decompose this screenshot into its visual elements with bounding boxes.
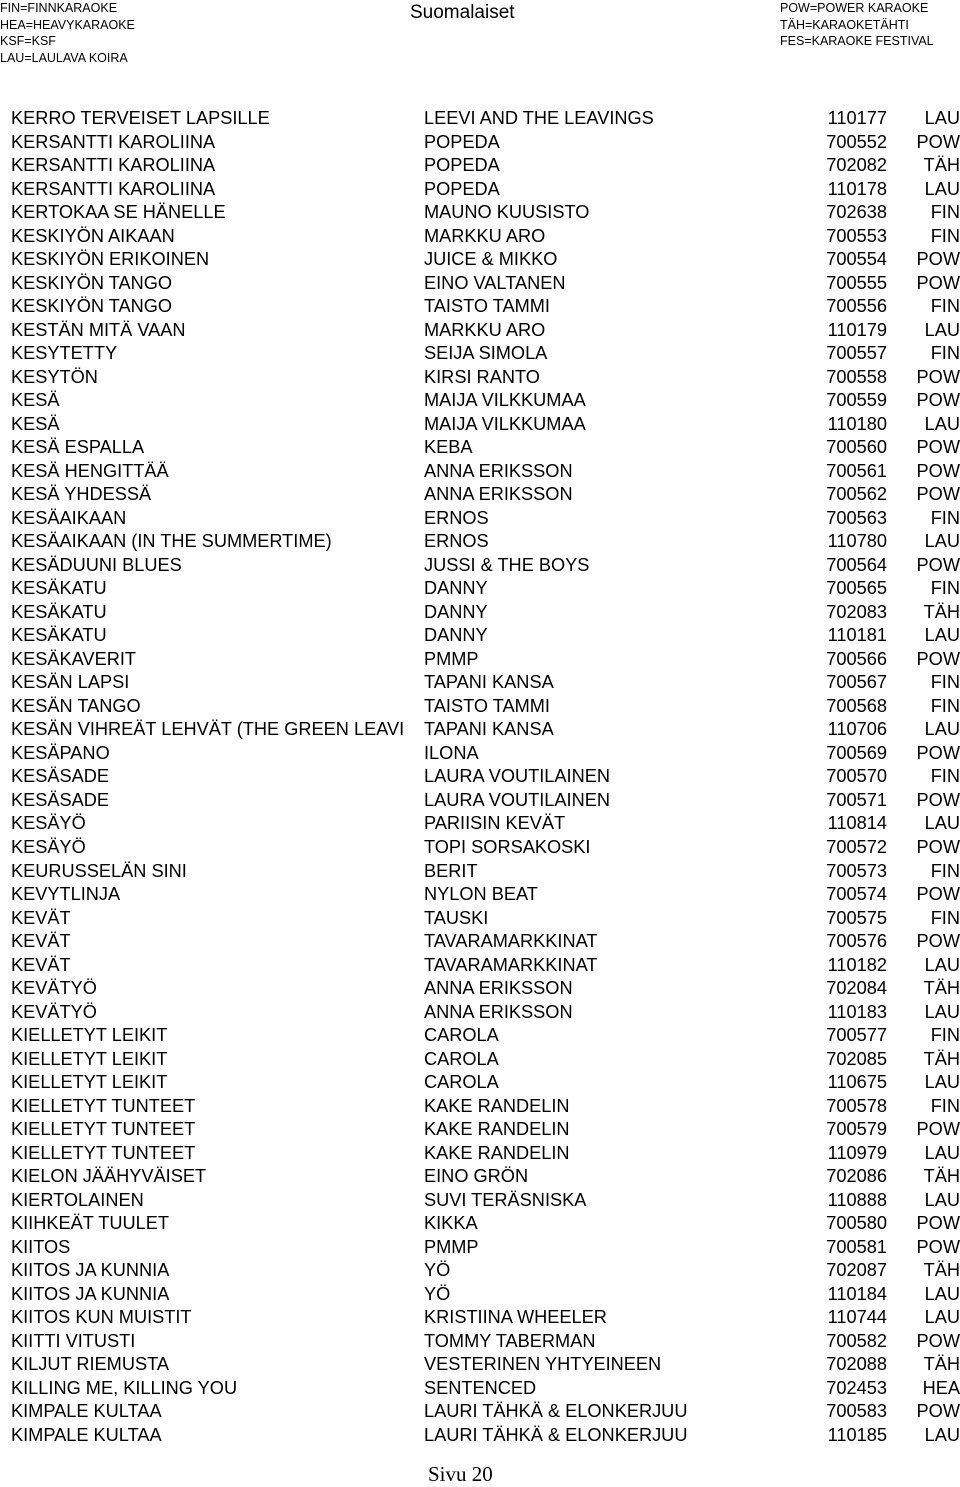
song-code: 700567 [826,672,887,693]
song-code: 700562 [826,484,887,505]
song-title: KESKIYÖN TANGO [11,272,173,293]
song-type: FIN [930,343,960,364]
table-row [0,601,960,625]
song-artist: JUSSI & THE BOYS [424,554,590,575]
table-row [0,1024,960,1048]
table-row [0,1212,960,1236]
song-type: FIN [930,225,960,246]
song-artist: TAPANI KANSA [424,672,554,693]
song-artist: EINO GRÖN [424,1166,529,1187]
song-type: LAU [924,1142,960,1163]
song-artist: TOPI SORSAKOSKI [424,836,591,857]
song-code: 700576 [826,931,887,952]
song-type: POW [916,789,960,810]
song-artist: CAROLA [424,1072,499,1093]
song-title: KESÄKATU [11,578,107,599]
song-title: KESÄN TANGO [11,695,141,716]
song-artist: MARKKU ARO [424,225,546,246]
page-number: Sivu 20 [428,1462,493,1486]
song-code: 700579 [826,1119,887,1140]
song-artist: SEIJA SIMOLA [424,343,548,364]
song-type: LAU [924,531,960,552]
song-title: KESÄAIKAAN [11,507,127,528]
song-type: FIN [930,907,960,928]
song-code: 700557 [826,343,887,364]
song-code: 702085 [826,1048,887,1069]
table-row [0,154,960,178]
table-row [0,1048,960,1072]
song-type: LAU [924,319,960,340]
song-type: LAU [924,625,960,646]
song-title: KEVÄT [11,954,71,975]
song-artist: LAURI TÄHKÄ & ELONKERJUU [424,1424,688,1445]
song-type: LAU [924,813,960,834]
legend-right [780,0,934,50]
song-artist: ANNA ERIKSSON [424,1001,573,1022]
song-artist: TAISTO TAMMI [424,296,550,317]
song-title: KERSANTTI KAROLIINA [11,178,216,199]
table-row [0,319,960,343]
song-title: KEVÄTYÖ [11,1001,97,1022]
song-title: KESKIYÖN AIKAAN [11,225,175,246]
song-artist: MAIJA VILKKUMAA [424,413,586,434]
song-type: FIN [930,296,960,317]
table-row [0,1400,960,1424]
song-code: 700564 [826,554,887,575]
song-title: KERTOKAA SE HÄNELLE [11,202,226,223]
song-type: LAU [924,1283,960,1304]
table-row [0,1142,960,1166]
song-title: KESÄYÖ [11,836,86,857]
song-code: 110979 [827,1142,887,1163]
song-title: KIELLETYT TUNTEET [11,1119,196,1140]
table-row [0,201,960,225]
table-row [0,648,960,672]
song-artist: SUVI TERÄSNISKA [424,1189,587,1210]
song-artist: ANNA ERIKSSON [424,460,573,481]
song-artist: JUICE & MIKKO [424,249,558,270]
song-title: KESTÄN MITÄ VAAN [11,319,186,340]
song-artist: ANNA ERIKSSON [424,484,573,505]
song-code: 110180 [827,413,887,434]
song-title: KIITOS [11,1236,71,1257]
song-title: KEVÄT [11,931,71,952]
table-row [0,1377,960,1401]
table-row [0,1189,960,1213]
song-title: KIITTI VITUSTI [11,1330,136,1351]
song-code: 110181 [827,625,887,646]
legend-item: POW=POWER KARAOKE [780,1,929,15]
song-title: KESÄKAVERIT [11,648,136,669]
table-row [0,624,960,648]
song-code: 110177 [827,108,887,128]
song-title: KEURUSSELÄN SINI [11,860,187,881]
song-table [0,107,960,1447]
table-row [0,742,960,766]
song-code: 702087 [826,1260,887,1281]
song-type: POW [916,1236,960,1257]
song-artist: NYLON BEAT [424,884,538,905]
song-type: FIN [930,672,960,693]
table-row [0,1353,960,1377]
song-title: KESÄKATU [11,601,107,622]
song-code: 700572 [826,836,887,857]
song-title: KESYTÖN [11,366,98,387]
song-title: KILLING ME, KILLING YOU [11,1377,238,1398]
song-artist: TAPANI KANSA [424,719,554,740]
song-code: 700556 [826,296,887,317]
table-row [0,812,960,836]
table-row [0,248,960,272]
table-row [0,530,960,554]
song-code: 700574 [826,884,887,905]
table-row [0,930,960,954]
song-type: POW [916,460,960,481]
song-type: POW [916,884,960,905]
song-code: 700580 [826,1213,887,1234]
song-type: POW [916,366,960,387]
song-title: KIITOS KUN MUISTIT [11,1307,192,1328]
legend-item: HEA=HEAVYKARAOKE [0,17,135,32]
table-row [0,1330,960,1354]
table-row [0,954,960,978]
song-title: KESÄDUUNI BLUES [11,554,182,575]
song-type: LAU [924,1307,960,1328]
song-type: FIN [930,578,960,599]
song-title: KESKIYÖN TANGO [11,296,173,317]
table-row [0,225,960,249]
song-type: POW [916,131,960,152]
song-code: 702082 [826,155,887,176]
song-title: KIELLETYT LEIKIT [11,1072,168,1093]
song-artist: YÖ [424,1260,451,1281]
song-type: FIN [930,507,960,528]
song-code: 700558 [826,366,887,387]
song-artist: TOMMY TABERMAN [424,1330,596,1351]
song-title: KESÄ HENGITTÄÄ [11,460,169,481]
song-code: 702638 [826,202,887,223]
song-title: KIMPALE KULTAA [11,1401,162,1422]
song-title: KESÄ [11,413,60,434]
song-code: 700553 [826,225,887,246]
song-code: 700575 [826,907,887,928]
song-code: 110675 [827,1072,887,1093]
song-artist: KIRSI RANTO [424,366,540,387]
song-code: 110184 [827,1283,887,1304]
song-artist: KAKE RANDELIN [424,1119,570,1140]
song-artist: ERNOS [424,531,489,552]
song-title: KIELLETYT TUNTEET [11,1142,196,1163]
song-title: KIMPALE KULTAA [11,1424,162,1445]
song-code: 700573 [826,860,887,881]
table-row [0,695,960,719]
song-title: KEVÄT [11,907,71,928]
song-artist: TAVARAMARKKINAT [424,931,598,952]
legend-left [0,0,135,66]
song-type: LAU [924,1189,960,1210]
song-title: KESÄKATU [11,625,107,646]
table-row [0,131,960,155]
table-row [0,836,960,860]
song-type: POW [916,742,960,763]
song-type: LAU [924,954,960,975]
song-type: LAU [924,1424,960,1445]
song-code: 702088 [826,1354,887,1375]
table-row [0,860,960,884]
song-code: 700560 [826,437,887,458]
song-type: FIN [930,202,960,223]
table-row [0,554,960,578]
song-type: FIN [930,766,960,787]
song-title: KESÄYÖ [11,813,86,834]
song-artist: ERNOS [424,507,489,528]
song-code: 110780 [827,531,887,552]
song-title: KESÄ ESPALLA [11,437,145,458]
song-type: LAU [924,1001,960,1022]
song-type: TÄH [923,1260,960,1281]
song-artist: TAISTO TAMMI [424,695,550,716]
song-type: POW [916,249,960,270]
song-artist: CAROLA [424,1048,499,1069]
song-title: KIITOS JA KUNNIA [11,1260,170,1281]
table-row [0,577,960,601]
table-row [0,765,960,789]
song-type: POW [916,554,960,575]
song-type: TÄH [923,1048,960,1069]
table-row [0,1424,960,1448]
song-type: POW [916,1401,960,1422]
song-type: POW [916,836,960,857]
song-type: TÄH [923,978,960,999]
song-code: 110814 [827,813,887,834]
song-artist: LAURI TÄHKÄ & ELONKERJUU [424,1401,688,1422]
song-title: KEVÄTYÖ [11,978,97,999]
song-code: 700565 [826,578,887,599]
song-code: 700566 [826,648,887,669]
page-title: Suomalaiset [410,2,515,23]
song-code: 700554 [826,249,887,270]
song-code: 702083 [826,601,887,622]
song-artist: SENTENCED [424,1377,537,1398]
table-row [0,342,960,366]
song-title: KESÄSADE [11,789,110,810]
song-code: 700578 [826,1095,887,1116]
table-row [0,1259,960,1283]
song-title: KIELLETYT LEIKIT [11,1048,168,1069]
table-row [0,883,960,907]
table-row [0,178,960,202]
song-type: LAU [924,413,960,434]
song-artist: KAKE RANDELIN [424,1095,570,1116]
song-artist: ANNA ERIKSSON [424,978,573,999]
song-code: 700582 [826,1330,887,1351]
legend-item: FES=KARAOKE FESTIVAL [780,34,934,48]
song-code: 700568 [826,695,887,716]
legend-item: LAU=LAULAVA KOIRA [0,50,128,65]
table-row [0,718,960,742]
table-row [0,483,960,507]
table-row [0,907,960,931]
table-row [0,272,960,296]
song-code: 700581 [826,1236,887,1257]
song-type: POW [916,484,960,505]
song-title: KESYTETTY [11,343,118,364]
table-row [0,1118,960,1142]
song-type: FIN [930,1095,960,1116]
song-title: KESÄSADE [11,766,110,787]
song-artist: PMMP [424,1236,479,1257]
song-artist: PMMP [424,648,479,669]
song-type: FIN [930,1025,960,1046]
song-title: KESÄAIKAAN (IN THE SUMMERTIME) [11,531,332,552]
song-type: FIN [930,695,960,716]
song-artist: CAROLA [424,1025,499,1046]
song-code: 110183 [827,1001,887,1022]
table-row [0,507,960,531]
song-artist: KEBA [424,437,473,458]
table-row [0,295,960,319]
song-type: TÄH [923,601,960,622]
song-title: KIERTOLAINEN [11,1189,144,1210]
song-artist: KIKKA [424,1213,478,1234]
song-type: POW [916,931,960,952]
table-row [0,413,960,437]
legend-item: FIN=FINNKARAOKE [0,1,118,15]
song-type: TÄH [923,1166,960,1187]
song-artist: MAIJA VILKKUMAA [424,390,586,411]
table-row [0,977,960,1001]
song-artist: BERIT [424,860,478,881]
song-type: POW [916,648,960,669]
song-artist: LAURA VOUTILAINEN [424,766,610,787]
song-title: KESÄN LAPSI [11,672,130,693]
song-code: 110185 [827,1424,887,1445]
song-type: LAU [924,719,960,740]
song-code: 700563 [826,507,887,528]
song-type: TÄH [923,155,960,176]
song-code: 110706 [827,719,887,740]
song-artist: VESTERINEN YHTYEINEEN [424,1354,662,1375]
song-type: POW [916,1213,960,1234]
table-row [0,1001,960,1025]
song-type: FIN [930,860,960,881]
song-artist: DANNY [424,578,488,599]
legend-item: TÄH=KARAOKETÄHTI [780,17,909,32]
song-code: 700570 [826,766,887,787]
song-type: POW [916,437,960,458]
song-title: KESÄN VIHREÄT LEHVÄT (THE GREEN LEAVI [11,719,405,740]
table-row [0,671,960,695]
song-code: 110888 [827,1189,887,1210]
song-type: LAU [924,1072,960,1093]
table-row [0,1071,960,1095]
song-title: KESKIYÖN ERIKOINEN [11,249,210,270]
song-artist: ILONA [424,742,479,763]
song-type: POW [916,1330,960,1351]
song-artist: EINO VALTANEN [424,272,566,293]
song-type: TÄH [923,1354,960,1375]
song-code: 700561 [826,460,887,481]
song-artist: DANNY [424,625,488,646]
song-artist: DANNY [424,601,488,622]
song-artist: TAUSKI [424,907,489,928]
song-title: KERSANTTI KAROLIINA [11,155,216,176]
song-title: KERRO TERVEISET LAPSILLE [11,108,270,128]
song-code: 700569 [826,742,887,763]
song-code: 702453 [826,1377,887,1398]
song-code: 110179 [827,319,887,340]
song-title: KEVYTLINJA [11,884,121,905]
table-row [0,436,960,460]
song-artist: PARIISIN KEVÄT [424,813,566,834]
song-artist: KAKE RANDELIN [424,1142,570,1163]
song-code: 702086 [826,1166,887,1187]
song-title: KESÄ YHDESSÄ [11,484,152,505]
song-artist: MAUNO KUUSISTO [424,202,590,223]
song-code: 700559 [826,390,887,411]
song-code: 700555 [826,272,887,293]
table-row [0,1283,960,1307]
song-title: KIELLETYT LEIKIT [11,1025,168,1046]
song-artist: LAURA VOUTILAINEN [424,789,610,810]
song-title: KIIHKEÄT TUULET [11,1213,170,1234]
song-artist: LEEVI AND THE LEAVINGS [424,108,654,128]
table-row [0,366,960,390]
song-title: KIITOS JA KUNNIA [11,1283,170,1304]
song-title: KESÄ [11,390,60,411]
table-row [0,460,960,484]
song-artist: TAVARAMARKKINAT [424,954,598,975]
legend-item: KSF=KSF [0,34,56,48]
song-artist: POPEDA [424,155,500,176]
song-artist: MARKKU ARO [424,319,546,340]
song-title: KERSANTTI KAROLIINA [11,131,216,152]
song-artist: POPEDA [424,131,500,152]
song-artist: KRISTIINA WHEELER [424,1307,607,1328]
table-row [0,1236,960,1260]
song-type: POW [916,272,960,293]
song-type: POW [916,1119,960,1140]
song-title: KIELON JÄÄHYVÄISET [11,1166,207,1187]
song-code: 700583 [826,1401,887,1422]
song-type: LAU [924,178,960,199]
table-row [0,389,960,413]
song-artist: POPEDA [424,178,500,199]
song-title: KILJUT RIEMUSTA [11,1354,169,1375]
song-artist: YÖ [424,1283,451,1304]
song-code: 700571 [826,789,887,810]
table-row [0,789,960,813]
song-code: 702084 [826,978,887,999]
song-code: 110744 [827,1307,887,1328]
song-title: KIELLETYT TUNTEET [11,1095,196,1116]
song-type: POW [916,390,960,411]
song-code: 700577 [826,1025,887,1046]
song-type: LAU [924,108,960,128]
song-code: 700552 [826,131,887,152]
song-code: 110178 [827,178,887,199]
song-type: HEA [922,1377,960,1398]
song-code: 110182 [827,954,887,975]
table-row [0,1095,960,1119]
table-row [0,1306,960,1330]
table-row [0,107,960,131]
song-title: KESÄPANO [11,742,110,763]
table-row [0,1165,960,1189]
